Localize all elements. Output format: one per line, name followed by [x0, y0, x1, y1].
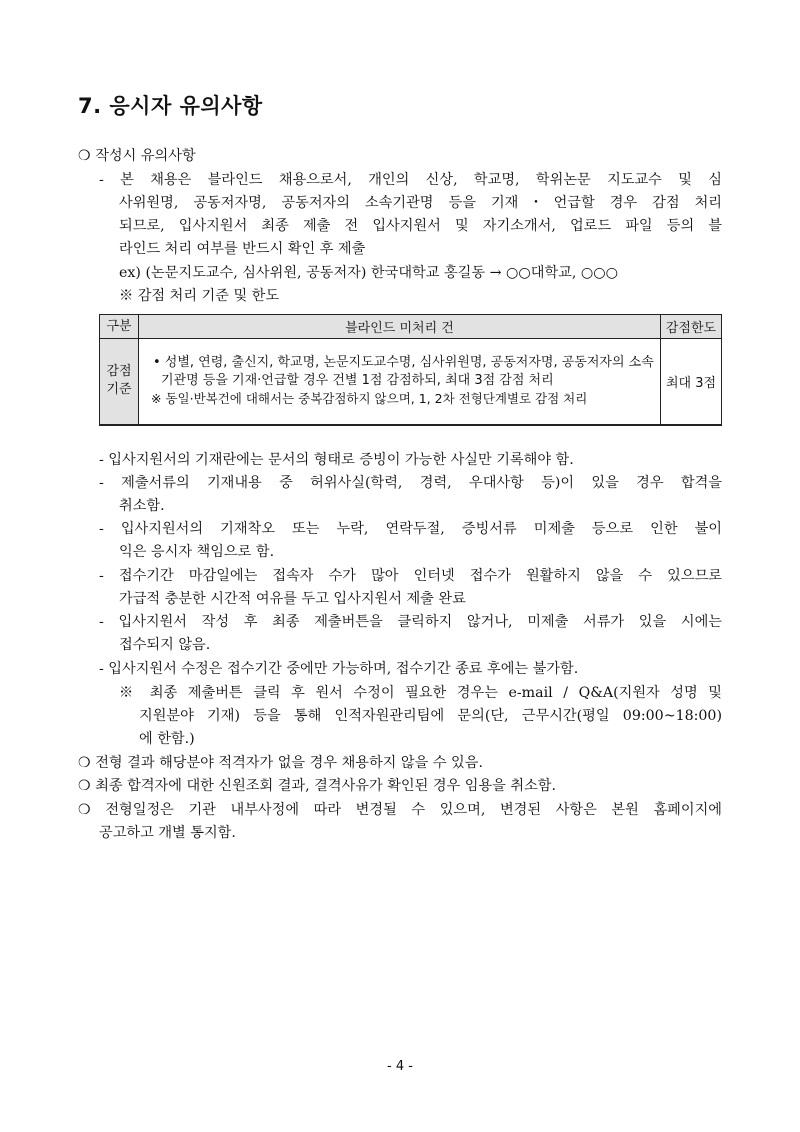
note-modify: - 입사지원서 수정은 접수기간 중에만 가능하며, 접수기간 종료 후에는 불가함.: [99, 661, 579, 677]
note-submit-line-1: - 입사지원서 작성 후 최종 제출버튼을 클릭하지 않거나, 미제출 서류가 있을 시에는: [99, 614, 722, 630]
general-background-check: ❍ 최종 합격자에 대한 신원조회 결과, 결격사유가 확인된 경우 임용을 취소함.: [78, 778, 556, 794]
blind-notice-line-3: 되므로, 입사지원서 최종 제출 전 입사지원서 및 자기소개서, 업로드 파일 등의 블: [119, 218, 722, 234]
header-category: 구분: [100, 315, 139, 339]
blind-notice-line-4: 라인드 처리 여부를 반드시 확인 후 제출: [119, 241, 366, 257]
deduction-table-row: [100, 339, 722, 425]
general-no-candidate: ❍ 전형 결과 해당분야 적격자가 없을 경우 채용하지 않을 수 있음.: [78, 755, 483, 771]
note-error-line-2: 익은 응시자 책임으로 함.: [119, 544, 275, 560]
criteria-note: ※ 감점 처리 기준 및 한도: [119, 288, 280, 304]
note-false-info-line-1: - 제출서류의 기재내용 중 허위사실(학력, 경력, 우대사항 등)이 있을 경우 합격을: [99, 475, 722, 491]
blind-notice-line-1: - 본 채용은 블라인드 채용으로서, 개인의 신상, 학교명, 학위논문 지도교수 및 심: [99, 172, 722, 188]
category-cell: [100, 339, 139, 425]
category-line-2: 기준: [106, 382, 132, 398]
note-contact-line-3: 에 한함.): [139, 731, 195, 747]
note-contact-line-1: ※ 최종 제출버튼 클릭 후 원서 수정이 필요한 경우는 e-mail / Q&A(지원자 성명 및: [119, 685, 722, 701]
description-note: ※ 동일·반복건에 대해서는 중복감점하지 않으며, 1, 2차 전형단계별로 감점 처리: [151, 391, 588, 407]
section-title: 7. 응시자 유의사항: [78, 94, 263, 118]
general-schedule-line-2: 공고하고 개별 통지함.: [99, 825, 236, 841]
description-bullet: • 성별, 연령, 출신지, 학교명, 논문지도교수명, 심사위원명, 공동저자명, 공동저자의 소속기관명 등을 기재·언급할 경우 건별 1점 감점하되, 최대 3점 감점 처리: [153, 355, 654, 389]
note-deadline-line-2: 가급적 충분한 시간적 여유를 두고 입사지원서 제출 완료: [119, 591, 466, 607]
header-limit: 감점한도: [661, 315, 722, 339]
header-description: 블라인드 미처리 건: [139, 315, 661, 339]
note-error-line-1: - 입사지원서의 기재착오 또는 누락, 연락두절, 증빙서류 미제출 등으로 인한 불이: [99, 521, 722, 537]
limit-cell: 최대 3점: [661, 339, 722, 425]
deduction-table-header-row: [100, 315, 722, 339]
description-cell: [139, 339, 661, 425]
note-contact-line-2: 지원분야 기재) 등을 통해 인적자원관리팀에 문의(단, 근무시간(평일 09:00~18:00): [139, 708, 722, 724]
note-false-info-line-2: 취소함.: [119, 498, 165, 514]
writing-notes-header: ❍ 작성시 유의사항: [78, 148, 196, 164]
note-deadline-line-1: - 접수기간 마감일에는 접속자 수가 많아 인터넷 접수가 원활하지 않을 수 있으므로: [99, 568, 722, 584]
general-schedule-line-1: ❍ 전형일정은 기관 내부사정에 따라 변경될 수 있으며, 변경된 사항은 본원 홈페이지에: [78, 802, 722, 818]
category-line-1: 감점: [106, 364, 132, 380]
blind-notice-line-2: 사위원명, 공동저자명, 공동저자의 소속기관명 등을 기재・언급할 경우 감점 처리: [119, 195, 722, 211]
note-evidence: - 입사지원서의 기재란에는 문서의 형태로 증빙이 가능한 사실만 기록해야 함.: [99, 452, 574, 468]
deduction-table: [99, 314, 722, 426]
note-submit-line-2: 접수되지 않음.: [119, 637, 211, 653]
page-number: - 4 -: [387, 1059, 413, 1074]
blind-example: ex) (논문지도교수, 심사위원, 공동저자) 한국대학교 홍길동 → ○○대학교, ○○○: [119, 265, 619, 281]
